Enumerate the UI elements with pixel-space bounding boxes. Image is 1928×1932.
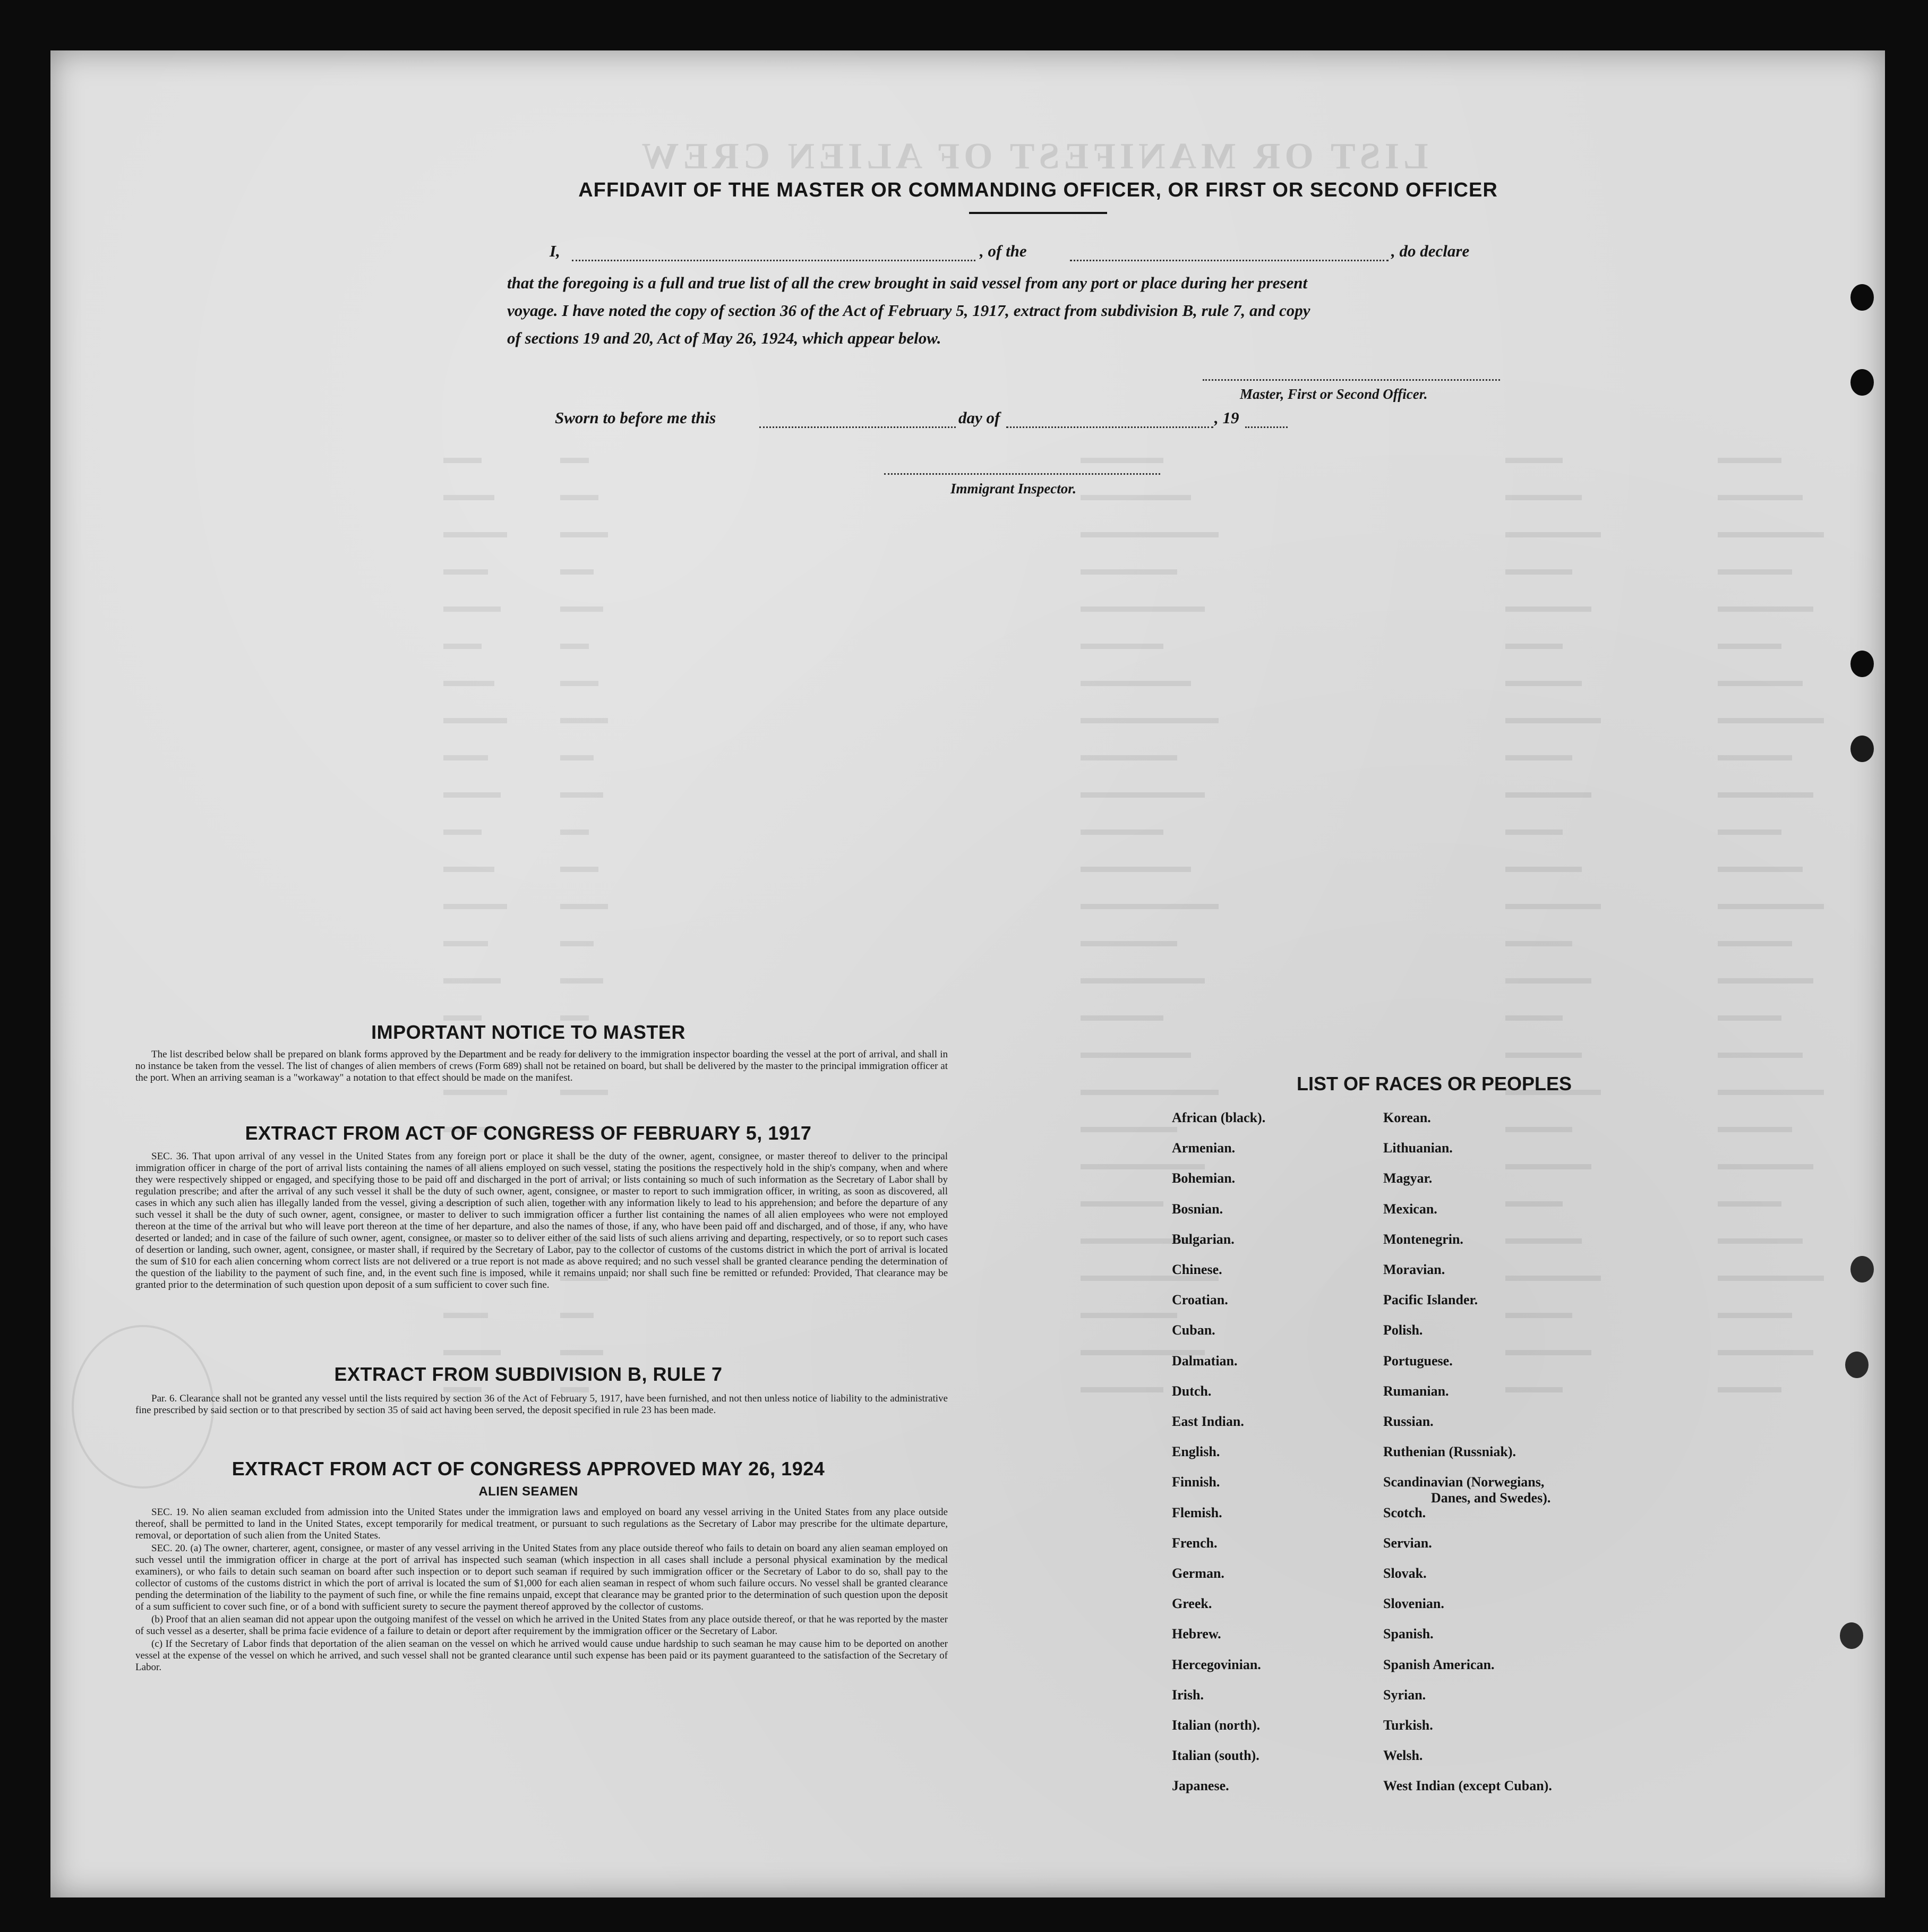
punch-hole (1850, 369, 1874, 396)
bleed-through-mark (1718, 495, 1803, 500)
affidavit-do-declare: , do declare (1391, 242, 1470, 260)
sworn-year-prefix: , 19 (1214, 408, 1239, 427)
bleed-through-mark (1718, 867, 1803, 872)
affidavit-of-the: , of the (980, 242, 1027, 260)
extract-1917-title: EXTRACT FROM ACT OF CONGRESS OF FEBRUARY 5, 1917 (245, 1122, 812, 1144)
race-left-item: Bosnian. (1172, 1201, 1223, 1217)
race-right-item: Servian. (1383, 1535, 1432, 1551)
race-right-item: Spanish American. (1383, 1656, 1495, 1672)
bleed-through-mark (1718, 1015, 1781, 1021)
bleed-through-mark (1718, 1127, 1792, 1132)
sec-20a-paragraph: SEC. 20. (a) The owner, charterer, agent, consignee, or master of any vessel arriving in the United States from any place outside thereof who fails to detain on board any alien seaman employed on such vessel until the immigration officer in charge at the port of arrival has inspected such seaman (which inspection in all cases shall include a personal physical examination by the medical examiners), or who fails to detain such seaman on board after such inspection or to deport such seaman if required by such immigration officer or the Secretary of Labor to do so, shall pay to the collector of customs of the customs district in which the port of arrival is located the sum of $1,000 for each alien seaman in respect of whom such failure occurs. No vessel shall be granted clearance pending the determination of the liability to the payment of such fine, or while the fine remains unpaid, except that clearance may be granted prior to the determination of such question upon the deposit of a sum sufficient to cover such fine, or of a bond with sufficient surety to secure the payment thereof approved by the collector of customs. (135, 1543, 948, 1612)
bleed-through-mark (1081, 830, 1163, 835)
bleed-through-mark (1718, 1387, 1781, 1392)
bleed-through-mark (1718, 569, 1792, 575)
bleed-through-mark (1081, 867, 1191, 872)
bleed-through-mark (443, 1387, 482, 1392)
officer-name-field[interactable] (572, 259, 975, 261)
bleed-through-mark (1505, 1053, 1582, 1058)
bleed-through-mark (560, 569, 594, 575)
bleed-through-mark (1718, 718, 1824, 723)
bleed-through-mark (1505, 830, 1563, 835)
bleed-through-mark (1081, 1127, 1177, 1132)
race-right-item: Danes, and Swedes). (1431, 1490, 1551, 1506)
bleed-through-row (284, 600, 1824, 618)
extract-1917-body (135, 1151, 948, 1292)
bleed-through-mark (1718, 1350, 1813, 1355)
bleed-through-row (284, 712, 1824, 730)
bleed-through-mark (1718, 681, 1803, 686)
race-right-item: Welsh. (1383, 1748, 1423, 1764)
race-left-item: German. (1172, 1566, 1224, 1581)
bleed-through-mark (1081, 792, 1205, 798)
bleed-through-mark (1505, 941, 1572, 946)
bleed-through-mark (1718, 904, 1824, 909)
race-right-item: Ruthenian (Russniak). (1383, 1444, 1516, 1460)
master-label: Master, First or Second Officer. (1240, 386, 1428, 402)
race-right-item: Spanish. (1383, 1626, 1434, 1642)
bleed-through-row (284, 563, 1824, 581)
bleed-through-mark (1505, 458, 1563, 463)
extract-1924-body (135, 1507, 948, 1674)
bleed-through-mark (1505, 569, 1572, 575)
race-left-item: Japanese. (1172, 1778, 1229, 1794)
sworn-day-of: day of (958, 408, 1000, 427)
bleed-through-row (284, 972, 1824, 990)
bleed-through-mark (443, 755, 488, 760)
notice-paragraph: The list described below shall be prepared on blank forms approved by the Department and be ready for delivery to the immigration inspector boarding the vessel at the port of arrival, and shall in no instance be taken from the vessel. The list of changes of alien members of crews (Form 689) shall not be retained on board, but shall be delivered by the master to the principal immigration officer at the port. When an arriving seaman is a "workaway" a notation to that effect should be made on the manifest. (135, 1049, 948, 1083)
bleed-through-mark (1718, 1090, 1824, 1095)
bleed-through-mark (1718, 792, 1813, 798)
bleed-through-mark (1505, 1127, 1572, 1132)
bleed-through-mark (1718, 830, 1781, 835)
bleed-through-mark (1718, 1313, 1792, 1318)
bleed-through-mark (1081, 941, 1177, 946)
race-left-item: East Indian. (1172, 1414, 1244, 1429)
race-left-item: Cuban. (1172, 1322, 1215, 1338)
bleed-through-mark (1718, 1238, 1803, 1244)
bleed-through-mark (560, 1015, 589, 1021)
vessel-name-field[interactable] (1070, 259, 1389, 261)
affidavit-line-2: that the foregoing is a full and true list of all the crew brought in said vessel from any port or place during her present (507, 273, 1308, 292)
bleed-through-mark (560, 867, 598, 872)
bleed-through-mark (443, 458, 482, 463)
race-right-item: Portuguese. (1383, 1353, 1453, 1369)
bleed-through-mark (560, 830, 589, 835)
bleed-through-mark (1081, 606, 1205, 612)
bleed-through-mark (560, 532, 608, 537)
bleed-through-mark (560, 1387, 589, 1392)
bleed-through-mark (1505, 1350, 1591, 1355)
punch-hole (1850, 284, 1874, 311)
alien-seamen-subtitle: ALIEN SEAMEN (478, 1484, 578, 1499)
sworn-year-field[interactable] (1245, 425, 1288, 428)
sec-20b-paragraph: (b) Proof that an alien seaman did not appear upon the outgoing manifest of the vessel on which he arrived in the United States from any place outside thereof, or that he was reported by the master of such vessel as a deserter, shall be prima facie evidence of a failure to detain or deport after requirement by the immigration officer or the Secretary of Labor. (135, 1614, 948, 1637)
bleed-through-mark (443, 681, 494, 686)
bleed-through-mark (443, 532, 507, 537)
notice-body (135, 1049, 948, 1085)
race-right-item: Slovak. (1383, 1566, 1427, 1581)
race-left-item: Italian (south). (1172, 1748, 1259, 1764)
bleed-through-mark (560, 755, 594, 760)
bleed-through-mark (1081, 569, 1177, 575)
race-right-item: Montenegrin. (1383, 1231, 1463, 1247)
race-left-item: Bulgarian. (1172, 1231, 1235, 1247)
bleed-through-mark (1505, 978, 1591, 984)
bleed-through-mark (560, 681, 598, 686)
bleed-through-mark (443, 1015, 482, 1021)
extract-1924-title: EXTRACT FROM ACT OF CONGRESS APPROVED MAY 26, 1924 (232, 1458, 825, 1480)
race-right-item: Moravian. (1383, 1262, 1445, 1277)
bleed-through-mark (1081, 1015, 1163, 1021)
punch-hole (1850, 1256, 1874, 1283)
bleed-through-mark (1718, 644, 1781, 649)
bleed-through-mark (1081, 1313, 1177, 1318)
bleed-through-mark (443, 1350, 501, 1355)
bleed-through-mark (1505, 792, 1591, 798)
sec-20c-paragraph: (c) If the Secretary of Labor finds that deportation of the alien seaman on the vessel on which he arrived would cause undue hardship to such seaman he may cause him to be deported on another vessel at the expense of the vessel on which he arrived, and such vessel shall not be granted clearance until such expense has been paid or its payment guaranteed to the satisfaction of the Secretary of Labor. (135, 1638, 948, 1673)
bleed-through-mark (1081, 532, 1219, 537)
affidavit-line-3: voyage. I have noted the copy of section 36 of the Act of February 5, 1917, extract from subdivision B, rule 7, and copy (507, 301, 1310, 320)
bleed-through-mark (443, 1090, 507, 1095)
bleed-through-row (284, 860, 1824, 878)
race-right-item: Mexican. (1383, 1201, 1437, 1217)
bleed-through-mark (1081, 1387, 1163, 1392)
bleed-through-mark (1505, 904, 1601, 909)
inspector-signature-field[interactable] (884, 472, 1160, 475)
bleed-through-mark (443, 978, 501, 984)
bleed-through-mark (443, 569, 488, 575)
bleed-through-mark (1505, 1387, 1563, 1392)
bleed-through-row (284, 1306, 1824, 1324)
race-right-item: Pacific Islander. (1383, 1292, 1478, 1308)
sworn-day-field[interactable] (759, 425, 956, 428)
sworn-month-field[interactable] (1006, 425, 1213, 428)
bleed-through-mark (560, 978, 603, 984)
bleed-through-mark (1505, 1015, 1563, 1021)
race-left-item: English. (1172, 1444, 1220, 1460)
bleed-through-mark (1505, 1238, 1582, 1244)
bleed-through-mark (1081, 755, 1177, 760)
race-right-item: Slovenian. (1383, 1596, 1444, 1612)
bleed-through-row (284, 451, 1824, 469)
bleed-through-mark (560, 904, 608, 909)
race-right-item: Rumanian. (1383, 1383, 1449, 1399)
bleed-through-mark (443, 792, 501, 798)
bleed-through-mark (1718, 755, 1792, 760)
bleed-through-mark (1505, 1313, 1572, 1318)
race-right-item: Scotch. (1383, 1504, 1426, 1520)
race-right-item: Lithuanian. (1383, 1140, 1453, 1156)
bleed-through-mark (443, 495, 494, 500)
bleed-through-mark (1718, 978, 1813, 984)
bleed-through-mark (1505, 1201, 1563, 1207)
race-right-item: Scandinavian (Norwegians, (1383, 1474, 1545, 1490)
race-left-item: Italian (north). (1172, 1717, 1261, 1733)
race-left-item: Finnish. (1172, 1474, 1220, 1490)
bleed-through-mark (1718, 606, 1813, 612)
bleed-through-mark (443, 830, 482, 835)
bleed-through-mark (1718, 1164, 1813, 1169)
punch-hole (1850, 651, 1874, 677)
race-left-item: Greek. (1172, 1596, 1212, 1612)
bleed-through-row (284, 1344, 1824, 1362)
bleed-through-mark (1505, 718, 1601, 723)
bleed-through-mark (1718, 1053, 1803, 1058)
bleed-through-row (284, 935, 1824, 953)
bleed-through-mark (1505, 755, 1572, 760)
race-left-item: Hercegovinian. (1172, 1656, 1261, 1672)
bleed-through-mark (560, 792, 603, 798)
bleed-through-mark (1718, 1201, 1781, 1207)
bleed-through-row (284, 897, 1824, 916)
bleed-through-mark (1081, 458, 1163, 463)
bleed-through-row (284, 823, 1824, 841)
race-right-item: West Indian (except Cuban). (1383, 1778, 1552, 1794)
bleed-through-mark (1081, 644, 1163, 649)
bleed-through-mark (443, 718, 507, 723)
bleed-through-mark (1718, 458, 1781, 463)
bleed-through-mark (1081, 718, 1219, 723)
master-signature-field[interactable] (1203, 378, 1500, 381)
punch-hole (1850, 736, 1874, 762)
bleed-through-mark (560, 495, 598, 500)
bleed-through-mark (1081, 1090, 1219, 1095)
sworn-text: Sworn to before me this (555, 408, 716, 427)
punch-hole (1840, 1622, 1863, 1649)
bleed-through-mark (560, 941, 594, 946)
bleed-through-mark (1718, 941, 1792, 946)
bleed-through-mark (1718, 532, 1824, 537)
punch-hole (1845, 1352, 1869, 1378)
bleed-through-mark (1081, 495, 1191, 500)
affidavit-line-4: of sections 19 and 20, Act of May 26, 1924, which appear below. (507, 329, 941, 347)
race-left-item: Chinese. (1172, 1262, 1222, 1277)
bleed-through-row (284, 674, 1824, 693)
bleed-through-mark (1505, 681, 1582, 686)
bleed-through-mark (560, 458, 589, 463)
bleed-through-mark (1505, 606, 1591, 612)
bleed-through-mark (443, 644, 482, 649)
bleed-through-mark (1081, 1053, 1191, 1058)
bleed-through-mark (443, 606, 501, 612)
bleed-through-mark (1081, 904, 1219, 909)
bleed-through-mark (1718, 1276, 1824, 1281)
bleed-through-mark (560, 1090, 608, 1095)
race-left-item: Flemish. (1172, 1504, 1222, 1520)
bleed-through-mark (1505, 644, 1563, 649)
bleed-through-mark (560, 1350, 603, 1355)
bleed-through-title: LIST OR MANIFEST OF ALIEN CREW (637, 136, 1428, 177)
bleed-through-row (284, 637, 1824, 655)
bleed-through-mark (1505, 532, 1601, 537)
bleed-through-mark (443, 941, 488, 946)
rule-7-body (135, 1393, 948, 1417)
title-underline (969, 212, 1107, 214)
race-right-item: Russian. (1383, 1414, 1434, 1429)
sec-36-paragraph: SEC. 36. That upon arrival of any vessel in the United States from any foreign port or place it shall be the duty of the owner, agent, consignee, or master thereof to deliver to the principal immigration officer in charge of the port of arrival lists containing the names of all aliens employed on such vessel, stating the positions the respectively hold in the ship's company, when and where they were respectively shipped or engaged, and specifying those to be paid off and discharged in the port of arrival; or lists containing so much of such information as the Secretary of Labor shall by regulation prescribe; and after the arrival of any such vessel it shall be the duty of such owner, agent, consignee, or master to report to such immigration officer, in writing, as soon as discovered, all cases in which any such alien has illegally landed from the vessel, giving a description of such alien, together with any information likely to lead to his apprehension; and before the departure of any such vessel it shall be the duty of such owner, agent, consignee, or master to deliver to such immigration officer a further list containing the names of all alien employees who were not employed thereon at the time of the arrival but who will leave port thereon at the time of her departure, and also the names of those, if any, who have been paid off and discharged, and of those, if any, who have deserted or landed; and in case of the failure of such owner, agent, consignee, or master so to deliver either of the said lists of such aliens arriving and departing, respectively, or so to report such cases of desertion or landing, such owner, agent, consignee, or master shall, if required by the Secretary of Labor, pay to the collector of customs of the customs district in which the port of arrival is located the sum of $10 for each alien concerning whom correct lists are not delivered or a true report is not made as above required; and no such vessel shall be granted clearance pending the determination of the question of the liability to the payment of such fine, and, in the event such fine is imposed, while it remains unpaid; nor shall such fine be remitted or refunded: Provided, That clearance may be granted prior to the determination of such question upon deposit of a sum sufficient to cover such fine. (135, 1151, 948, 1290)
race-left-item: Bohemian. (1172, 1170, 1236, 1186)
race-right-item: Magyar. (1383, 1170, 1433, 1186)
bleed-through-mark (1505, 867, 1582, 872)
bleed-through-mark (443, 1313, 488, 1318)
bleed-through-mark (443, 867, 494, 872)
paper-sheet (50, 50, 1885, 1897)
sec-19-paragraph: SEC. 19. No alien seaman excluded from admission into the United States under the immigration laws and employed on board any vessel arriving in the United States from any place outside thereof, shall be permitted to land in the United States, except temporarily for medical treatment, or pursuant to such regulations as the Secretary of Labor may prescribe for the ultimate departure, removal, or deportation of such alien from the United States. (135, 1507, 948, 1541)
bleed-through-mark (1081, 978, 1205, 984)
bleed-through-mark (1505, 495, 1582, 500)
race-left-item: African (black). (1172, 1110, 1266, 1125)
races-title: LIST OF RACES OR PEOPLES (1296, 1073, 1572, 1095)
affidavit-i: I, (550, 242, 560, 260)
race-left-item: Dutch. (1172, 1383, 1212, 1399)
rule-7-title: EXTRACT FROM SUBDIVISION B, RULE 7 (334, 1363, 723, 1385)
affidavit-title: AFFIDAVIT OF THE MASTER OR COMMANDING OFFICER, OR FIRST OR SECOND OFFICER (578, 179, 1498, 201)
bleed-through-mark (1081, 1164, 1205, 1169)
bleed-through-mark (560, 1313, 594, 1318)
bleed-through-mark (560, 606, 603, 612)
race-right-item: Syrian. (1383, 1687, 1426, 1703)
race-left-item: Dalmatian. (1172, 1353, 1238, 1369)
bleed-through-mark (1505, 1164, 1591, 1169)
bleed-through-mark (1081, 1201, 1163, 1207)
bleed-through-row (284, 526, 1824, 544)
inspector-label: Immigrant Inspector. (950, 481, 1077, 497)
bleed-through-mark (443, 904, 507, 909)
race-left-item: Croatian. (1172, 1292, 1228, 1308)
rule-7-paragraph: Par. 6. Clearance shall not be granted any vessel until the lists required by section 36 of the Act of February 5, 1917, have been furnished, and not then unless notice of liability to the administrative fine prescribed by said section or to that prescribed by section 35 of said act having been served, the deposit specified in rule 23 has been made. (135, 1393, 948, 1416)
race-left-item: Armenian. (1172, 1140, 1236, 1156)
bleed-through-mark (1505, 1276, 1601, 1281)
race-right-item: Korean. (1383, 1110, 1431, 1125)
bleed-through-mark (560, 718, 608, 723)
bleed-through-mark (560, 644, 589, 649)
bleed-through-mark (1081, 681, 1191, 686)
race-left-item: Hebrew. (1172, 1626, 1221, 1642)
race-right-item: Polish. (1383, 1322, 1423, 1338)
bleed-through-row (284, 786, 1824, 804)
race-right-item: Turkish. (1383, 1717, 1433, 1733)
bleed-through-row (284, 749, 1824, 767)
race-left-item: French. (1172, 1535, 1218, 1551)
race-left-item: Irish. (1172, 1687, 1204, 1703)
notice-title: IMPORTANT NOTICE TO MASTER (371, 1021, 685, 1043)
